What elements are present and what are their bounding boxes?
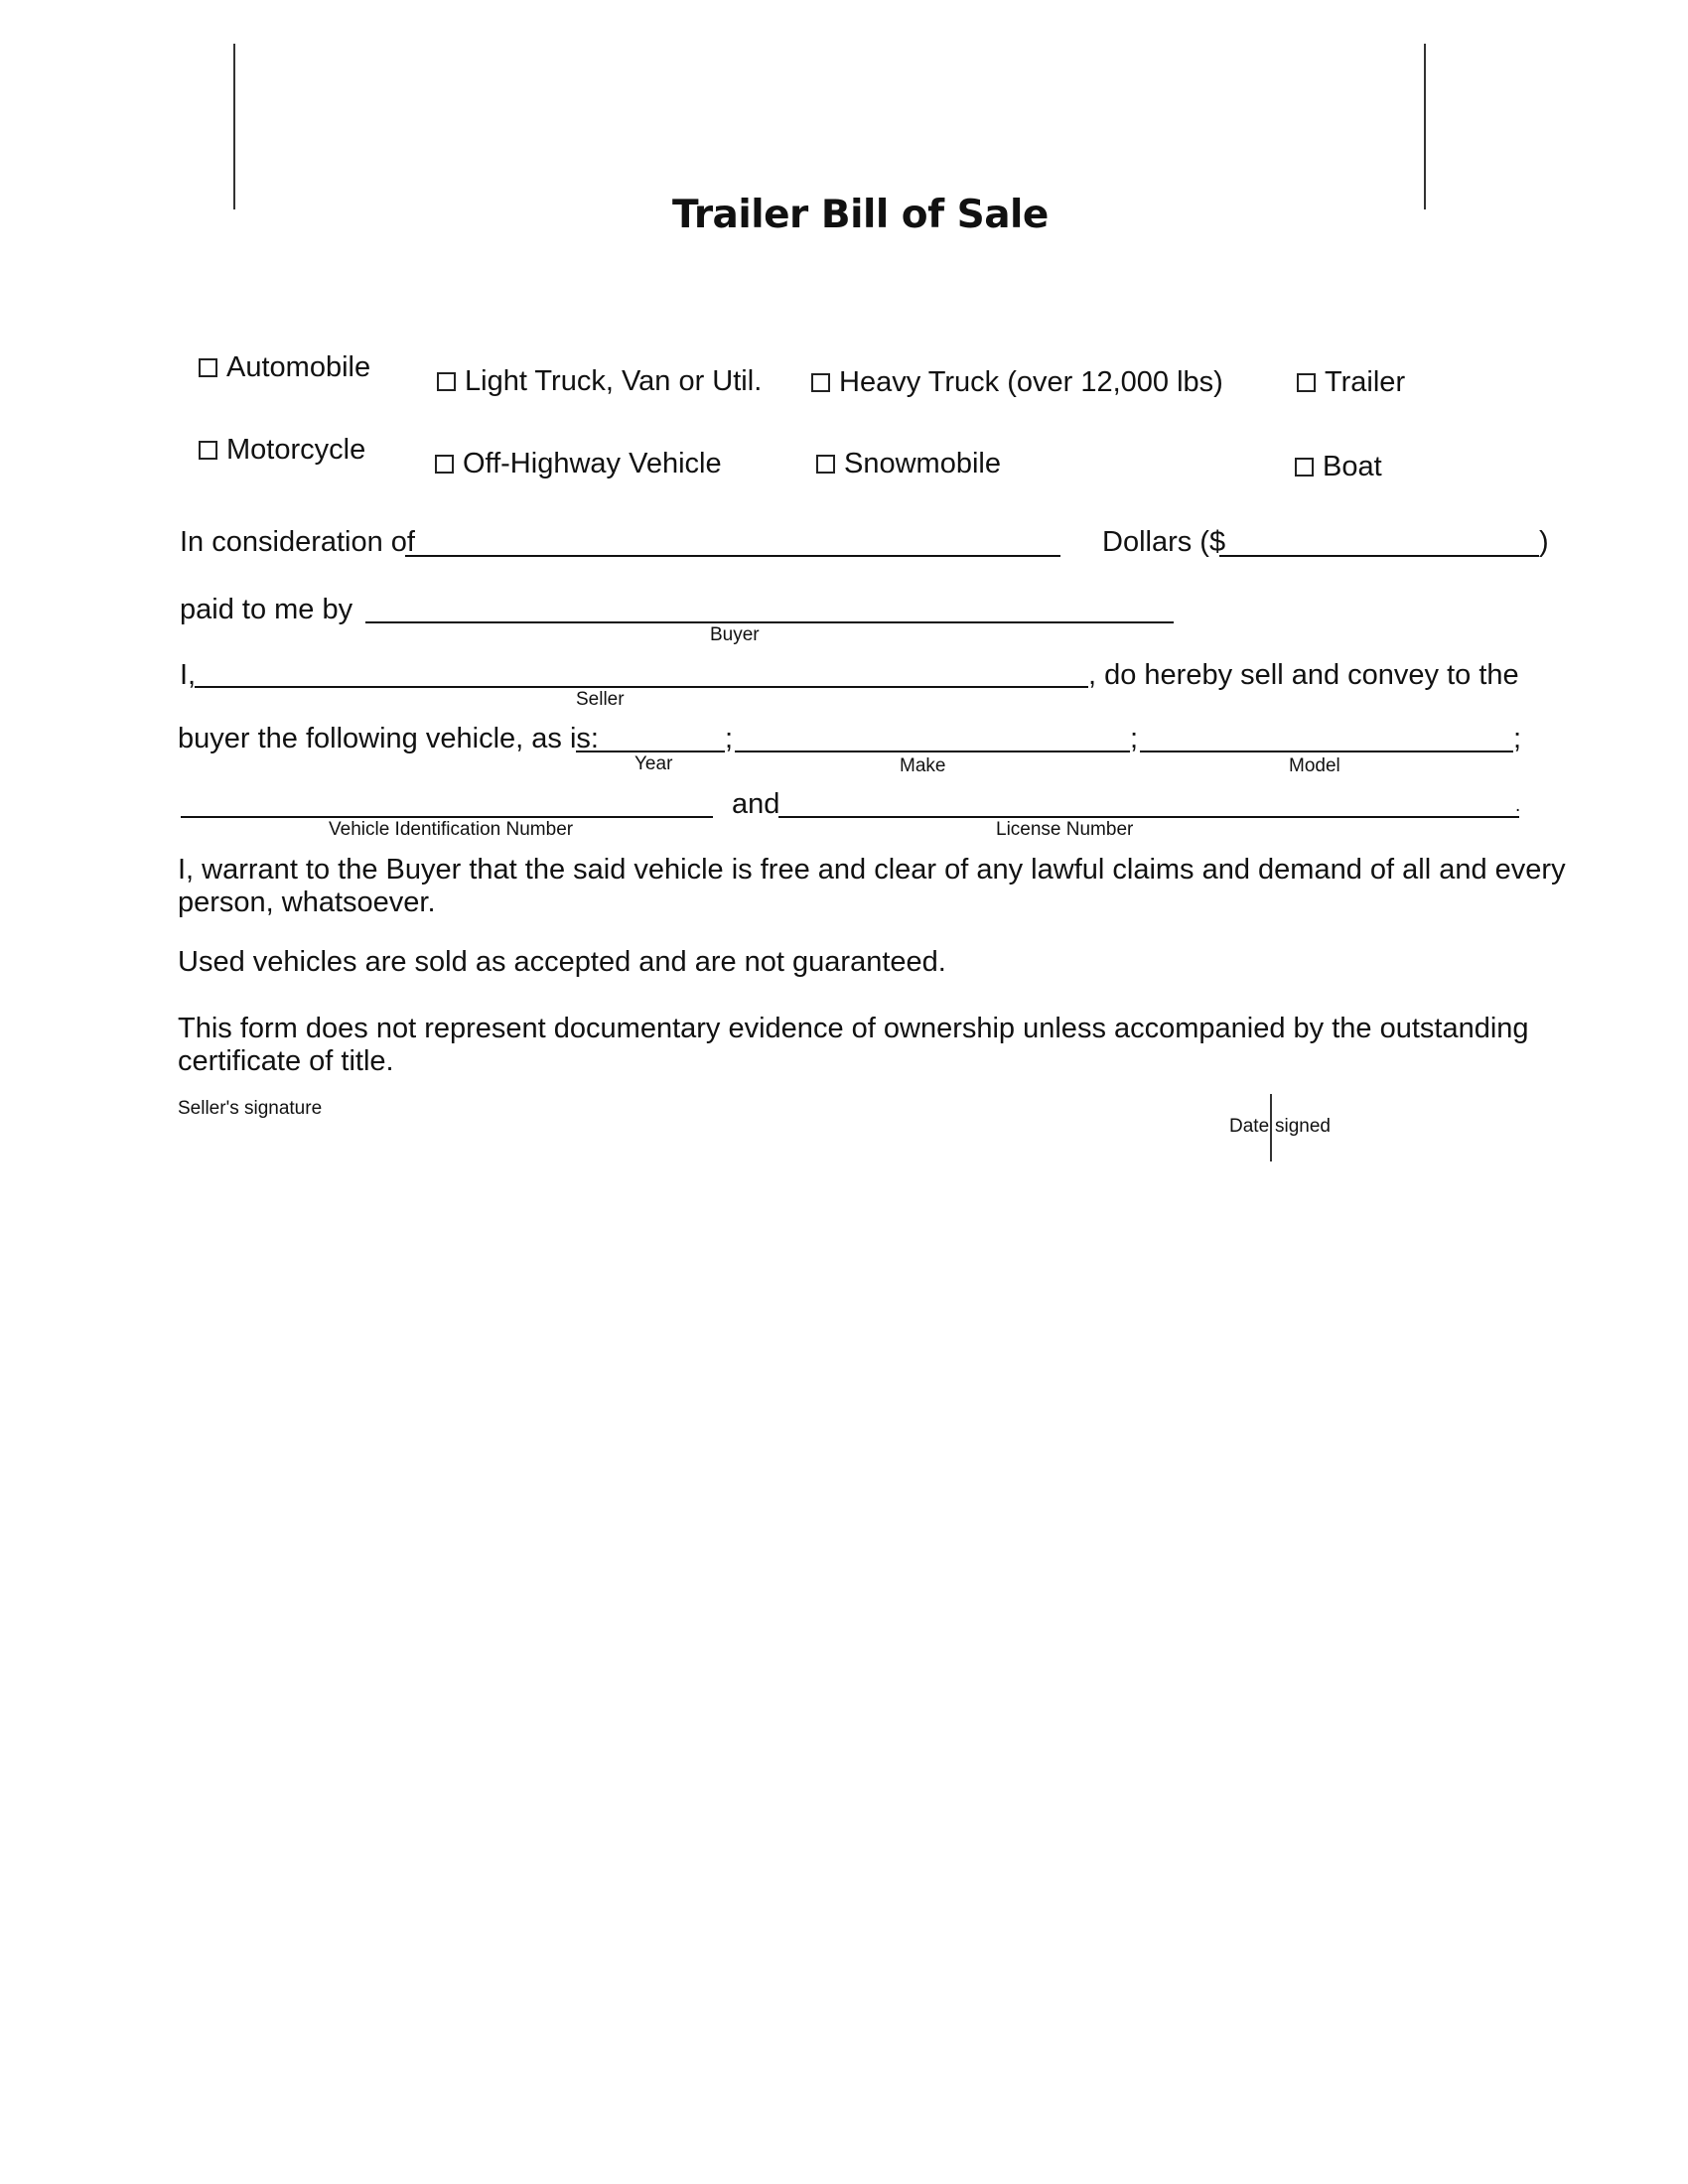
checkbox-snowmobile[interactable] [816,450,1001,478]
paid-label: paid to me by [180,594,353,625]
dollars-label: Dollars ($ [1102,526,1226,558]
checkbox-icon[interactable] [816,455,835,474]
checkbox-icon[interactable] [435,455,454,474]
checkbox-label: Snowmobile [844,448,1001,479]
date-divider [1270,1094,1272,1161]
checkbox-heavy-truck[interactable] [811,368,1223,397]
checkbox-icon[interactable] [1295,458,1314,477]
page-title: Trailer Bill of Sale [672,193,1049,237]
separator-2: ; [1130,723,1139,754]
used-vehicles-paragraph: Used vehicles are sold as accepted and are not guaranteed. [178,946,946,978]
title-notice-paragraph: This form does not represent documentary evidence of ownership unless accompanied by the outstanding certificate of title. [178,1013,1529,1077]
license-field[interactable] [778,816,1519,818]
separator-1: ; [725,723,734,754]
top-right-rule [1424,44,1426,209]
vin-field[interactable] [181,816,713,818]
seller-prefix: I, [180,659,197,691]
checkbox-boat[interactable] [1295,453,1382,481]
license-caption: License Number [996,819,1134,840]
checkbox-automobile[interactable] [199,353,370,382]
seller-signature-label: Seller's signature [178,1098,323,1119]
vin-caption: Vehicle Identification Number [329,819,574,840]
checkbox-label: Trailer [1325,366,1406,398]
checkbox-icon[interactable] [437,372,456,391]
year-caption: Year [634,753,673,774]
dollars-close-paren: ) [1539,526,1549,558]
top-left-rule [233,44,235,209]
seller-name-field[interactable] [195,686,1088,688]
checkbox-label: Motorcycle [226,434,366,466]
checkbox-label: Light Truck, Van or Util. [465,365,763,397]
make-field[interactable] [735,751,1130,752]
checkbox-label: Automobile [226,351,371,383]
checkbox-icon[interactable] [199,358,217,377]
checkbox-icon[interactable] [1297,373,1316,392]
checkbox-icon[interactable] [199,441,217,460]
and-text: and [732,788,780,820]
consideration-amount-words-field[interactable] [405,555,1060,557]
separator-3: ; [1513,723,1522,754]
consideration-label: In consideration of [180,526,415,558]
date-signed-label-2: signed [1275,1116,1331,1137]
checkbox-label: Boat [1323,451,1382,482]
vehicle-line-label: buyer the following vehicle, as is: [178,723,599,754]
checkbox-light-truck[interactable] [437,367,762,396]
seller-caption: Seller [576,689,625,710]
make-caption: Make [900,755,946,776]
buyer-caption: Buyer [710,624,760,645]
checkbox-motorcycle[interactable] [199,436,365,465]
checkbox-off-highway[interactable] [435,450,722,478]
checkbox-trailer[interactable] [1297,368,1405,397]
dollars-amount-field[interactable] [1219,555,1539,557]
checkbox-icon[interactable] [811,373,830,392]
buyer-name-field[interactable] [365,621,1174,623]
date-signed-label-1: Date [1229,1116,1270,1137]
license-period: . [1515,795,1521,816]
sell-convey-text: , do hereby sell and convey to the [1088,659,1519,691]
warranty-paragraph: I, warrant to the Buyer that the said vehicle is free and clear of any lawful claims and demand of all and every person, whatsoever. [178,854,1566,918]
model-caption: Model [1289,755,1340,776]
checkbox-label: Heavy Truck (over 12,000 lbs) [839,366,1223,398]
year-field[interactable] [576,751,725,752]
model-field[interactable] [1140,751,1513,752]
checkbox-label: Off-Highway Vehicle [463,448,722,479]
